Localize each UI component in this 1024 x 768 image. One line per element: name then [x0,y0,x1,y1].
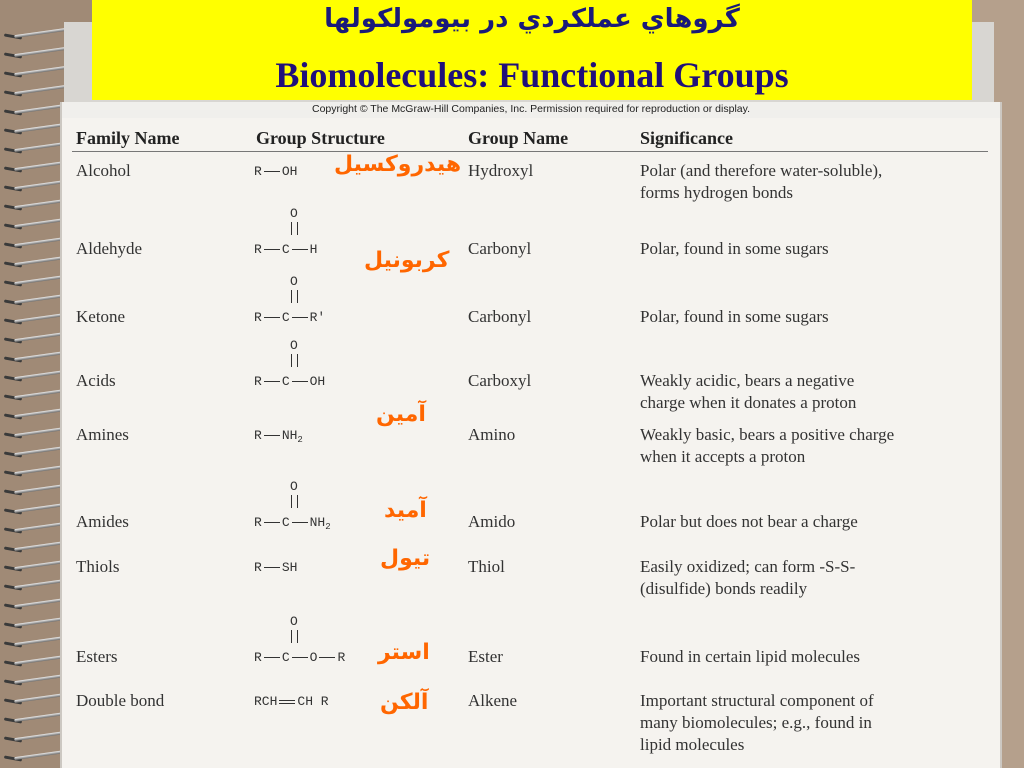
structure-oxygen: O [290,274,298,289]
family-aldehyde: Aldehyde [76,239,143,258]
double-bond [291,290,298,303]
structure-r: R [254,650,262,665]
family-acids: Acids [76,371,116,390]
single-bond [264,567,280,568]
structure-carbon: C [281,650,290,665]
structure-group: OH [281,164,298,179]
structure-r: R [254,310,262,325]
single-bond [264,435,280,436]
structure-double-bond [254,694,329,709]
group-amino: Amino [468,425,516,444]
significance-double-bond-3: lipid molecules [640,735,745,754]
double-bond [291,630,298,643]
structure-r: R [254,164,262,179]
structure-alcohol [254,164,297,179]
significance-double-bond-1: Important structural component of [640,691,874,710]
single-bond [292,317,308,318]
family-amides: Amides [76,512,129,531]
structure-ester-oxygen: O [309,650,318,665]
structure-carbon: C [281,242,290,257]
double-bond [279,700,295,704]
single-bond [319,657,335,658]
persian-label-alkene: آلكن [380,690,429,715]
significance-amines-1: Weakly basic, bears a positive charge [640,425,895,444]
single-bond [264,171,280,172]
structure-amines [254,428,303,445]
structure-r: R [254,428,262,443]
group-alkene: Alkene [468,691,518,710]
significance-amides: Polar but does not bear a charge [640,512,858,531]
significance-thiols-2: (disulfide) bonds readily [640,579,808,598]
structure-group: NH [281,428,298,443]
significance-amines-2: when it accepts a proton [640,447,806,466]
structure-r: R [254,515,262,530]
header-divider [72,151,988,152]
significance-alcohol-1: Polar (and therefore water-soluble), [640,161,883,180]
title-persian: گروهاي عملكردي در بيومولكولها [324,4,740,34]
significance-double-bond-2: many biomolecules; e.g., found in [640,713,872,732]
functional-groups-table [60,102,1002,768]
double-bond [291,222,298,235]
subscript: 2 [297,435,303,445]
single-bond [264,249,280,250]
structure-amides [254,479,374,535]
structure-carbon: C [281,310,290,325]
header-group-structure: Group Structure [256,128,385,148]
single-bond [264,522,280,523]
significance-thiols-1: Easily oxidized; can form -S-S- [640,557,856,576]
structure-thiols [254,560,297,575]
header-family-name: Family Name [76,128,180,148]
structure-oxygen: O [290,206,298,221]
header-significance: Significance [640,128,733,148]
structure-group: CH R [297,694,329,709]
copyright-notice: Copyright © The McGraw-Hill Companies, Inc. Permission required for reproduction or display. [62,102,1000,118]
structure-carbon: C [281,374,290,389]
structure-r: R [254,560,262,575]
structure-oxygen: O [290,479,298,494]
family-double-bond: Double bond [76,691,165,710]
persian-label-amino: آمين [376,402,426,427]
family-alcohol: Alcohol [76,161,131,180]
header-group-name: Group Name [468,128,569,148]
title-banner [92,0,972,100]
structure-acids [254,338,364,394]
single-bond [292,249,308,250]
family-thiols: Thiols [76,557,120,576]
structure-group: OH [309,374,326,389]
structure-aldehyde [254,206,354,262]
double-bond [291,495,298,508]
significance-aldehyde: Polar, found in some sugars [640,239,829,258]
structure-r: RCH [254,694,278,709]
family-amines: Amines [76,425,129,444]
persian-label-amido: آميد [384,498,427,523]
structure-esters [254,614,384,670]
group-carbonyl-ketone: Carbonyl [468,307,532,326]
structure-oxygen: O [290,338,298,353]
subscript: 2 [325,522,331,532]
group-carboxyl: Carboxyl [468,371,532,390]
structure-oxygen: O [290,614,298,629]
structure-carbon: C [281,515,290,530]
family-esters: Esters [76,647,118,666]
double-bond [291,354,298,367]
single-bond [292,522,308,523]
persian-label-thiol: تيول [380,546,431,571]
structure-ketone [254,274,354,330]
single-bond [292,381,308,382]
persian-label-hydroxyl: هيدروكسيل [334,152,462,177]
structure-group: R [337,650,346,665]
structure-group: NH [309,515,326,530]
significance-acids-2: charge when it donates a proton [640,393,857,412]
single-bond [292,657,308,658]
significance-ketone: Polar, found in some sugars [640,307,829,326]
structure-group: R' [309,310,326,325]
title-english: Biomolecules: Functional Groups [275,55,789,95]
group-ester: Ester [468,647,503,666]
significance-acids-1: Weakly acidic, bears a negative [640,371,855,390]
family-ketone: Ketone [76,307,126,326]
single-bond [264,657,280,658]
structure-r: R [254,374,262,389]
structure-r: R [254,242,262,257]
structure-group: SH [281,560,298,575]
significance-alcohol-2: forms hydrogen bonds [640,183,793,202]
group-thiol: Thiol [468,557,505,576]
persian-label-ester: استر [378,640,430,665]
structure-group: H [309,242,318,257]
group-hydroxyl: Hydroxyl [468,161,534,180]
single-bond [264,381,280,382]
group-amido: Amido [468,512,516,531]
persian-label-carbonyl: كربونيل [364,248,450,273]
single-bond [264,317,280,318]
significance-esters: Found in certain lipid molecules [640,647,861,666]
group-carbonyl-aldehyde: Carbonyl [468,239,532,258]
